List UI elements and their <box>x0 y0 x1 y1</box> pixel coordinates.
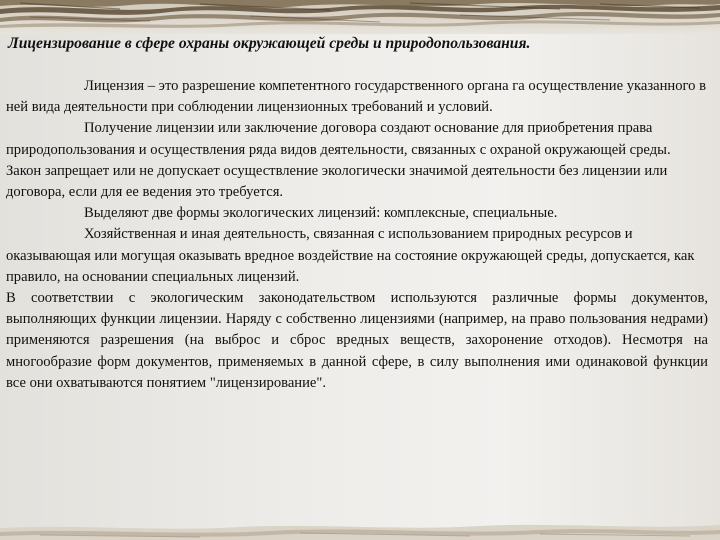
paragraph-license-forms: Выделяют две формы экологических лицензий: комплексные, специальные. <box>84 205 558 222</box>
decorative-brush-banner-top <box>0 0 720 34</box>
slide-title: Лицензирование в сфере охраны окружающей среды и природопользования. <box>8 35 531 52</box>
paragraph-license-basis: Получение лицензии или заключение договора создают основание для приобретения права природопользования и осуществления ряда видов деятельности, связанных с охраной окружающей среды. Закон запрещает или не допускает осуществление экологически значимой деятельности без лицензии или договора, если для ее ведения это требуется. <box>6 120 671 201</box>
paragraph-special-licenses: Хозяйственная и иная деятельность, связанная с использованием природных ресурсов и оказывающая или могущая оказывать вредное воздействие на состояние окружающей среды, допускается, как правило, на основании специальных лицензий. <box>6 226 695 285</box>
slide-body <box>6 76 708 394</box>
paragraph-license-definition: Лицензия – это разрешение компетентного государственного органа га осуществление указанного в ней вида деятельности при соблюдении лицензионных требований и условий. <box>6 78 706 116</box>
paragraph-document-forms: В соответствии с экологическим законодательством используются различные формы документов, выполняющих функции лицензии. Наряду с собственно лицензиями (например, на право пользования недрами) применяются разрешения (на выброс и сброс вредных веществ, захоронение отходов). Несмотря на многообразие форм документов, применяемых в данной сфере, в силу выполнения ими одинаковой функции все они охватываются понятием "лицензирование". <box>6 290 708 391</box>
decorative-brush-banner-bottom <box>0 518 720 540</box>
